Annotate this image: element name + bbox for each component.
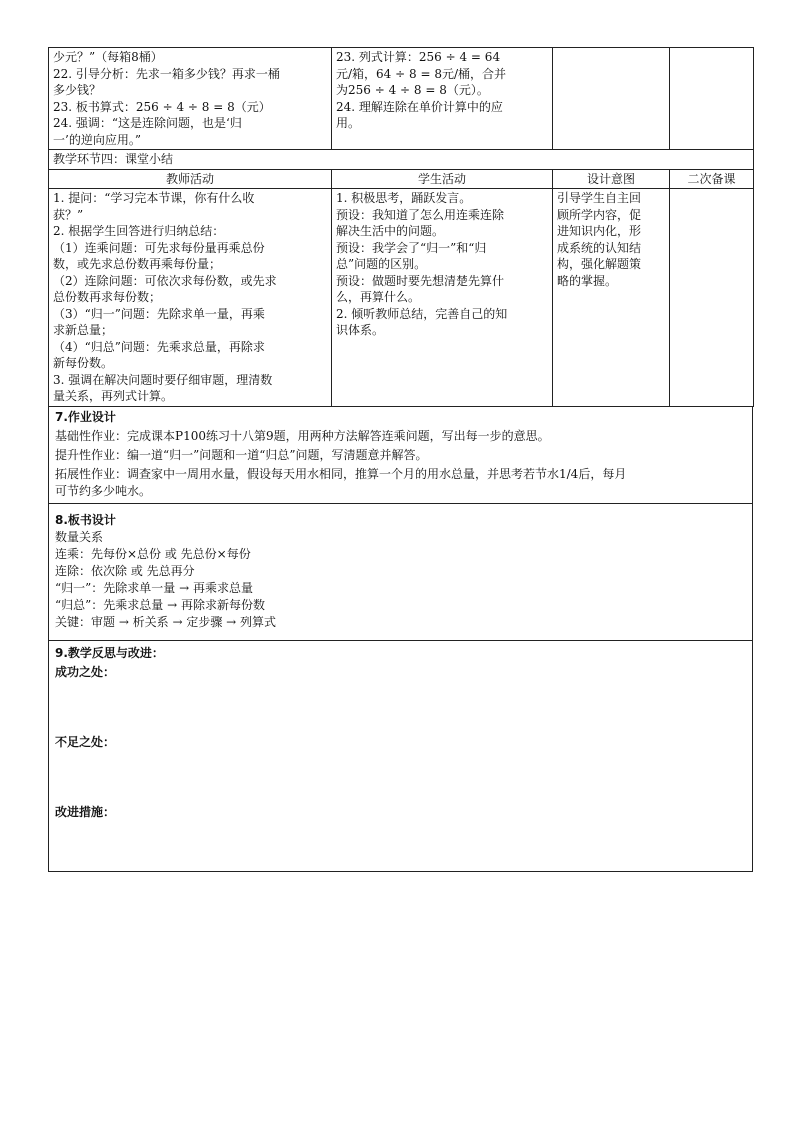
student-activity-cell <box>332 48 553 150</box>
text-line: （3）“归一”问题：先除求单一量，再乘 <box>53 306 265 321</box>
text-line: 引导学生自主回 <box>557 191 642 205</box>
second-prep-cell <box>670 48 754 150</box>
text-line: 预设：我知道了怎么用连乘连除 <box>336 207 505 222</box>
text-line: 进知识内化，形 <box>557 224 642 238</box>
text-line: 顾所学内容，促 <box>557 207 642 222</box>
header-second-prep: 二次备课 <box>670 169 754 189</box>
text-line: 略的掌握。 <box>557 273 618 288</box>
text-line: 22. 引导分析：先求一箱多少钱？再求一桶 <box>53 66 280 81</box>
text-line: （1）连乘问题：可先求每份量再乘总份 <box>53 240 265 255</box>
segment4-title-row <box>49 150 754 170</box>
text-line: 多少钱？ <box>53 83 102 97</box>
board-line: “归总”：先乘求总量 → 再除求新每份数 <box>55 597 265 612</box>
homework-extension-cont: 可节约多少吨水。 <box>55 483 152 498</box>
board-design-section <box>48 504 753 641</box>
header-teacher-activity: 教师活动 <box>49 169 332 189</box>
text-line: 23. 列式计算：256 ÷ 4 = 64 <box>336 50 501 64</box>
text-line: 解决生活中的问题。 <box>336 224 445 238</box>
board-line: “归一”：先除求单一量 → 再乘求总量 <box>55 580 253 595</box>
text-line: 量关系，再列式计算。 <box>53 389 174 403</box>
text-line: （4）“归总”问题：先乘求总量，再除求 <box>53 339 265 354</box>
reflection-improve-label: 改进措施： <box>55 804 116 819</box>
segment4-header-row <box>49 169 754 189</box>
text-line: 数，或先求总份数再乘每份量； <box>53 257 222 271</box>
text-line: 总份数再求每份数； <box>53 290 162 304</box>
text-line: 为256 ÷ 4 ÷ 8 = 8（元）。 <box>336 83 489 97</box>
lesson-table <box>48 47 754 407</box>
continued-activity-row <box>49 48 754 150</box>
homework-section <box>48 407 753 504</box>
homework-title: 7.作业设计 <box>55 409 116 424</box>
segment4-title: 教学环节四：课堂小结 <box>49 150 754 170</box>
text-line: 1. 积极思考，踊跃发言。 <box>336 191 472 205</box>
homework-extension: 拓展性作业：调查家中一周用水量，假设每天用水相同，推算一个月的用水总量，并思考若节水1/4后，每月 <box>55 466 627 481</box>
board-line: 连除：依次除 或 先总再分 <box>55 563 195 578</box>
text-line: 预设：我学会了“归一”和“归 <box>336 240 487 255</box>
reflection-section <box>48 641 753 872</box>
homework-advanced: 提升性作业：编一道“归一”问题和一道“归总”问题，写清题意并解答。 <box>55 447 428 462</box>
board-design-title: 8.板书设计 <box>55 512 116 527</box>
text-line: 用。 <box>336 116 361 130</box>
text-line: 预设：做题时要先想清楚先算什 <box>336 273 505 288</box>
reflection-success-label: 成功之处： <box>55 664 116 679</box>
text-line: 24. 强调：“这是连除问题，也是‘归 <box>53 116 242 130</box>
design-intent-cell <box>553 48 670 150</box>
text-line: 1. 提问：“学习完本节课，你有什么收 <box>53 191 255 205</box>
header-student-activity: 学生活动 <box>332 169 553 189</box>
design-intent-cell <box>553 189 670 407</box>
text-line: 新每份数。 <box>53 356 114 370</box>
text-line: 总”问题的区别。 <box>336 257 427 271</box>
second-prep-cell <box>670 189 754 407</box>
reflection-shortfall-label: 不足之处： <box>55 734 116 749</box>
text-line: 24. 理解连除在单价计算中的应 <box>336 99 503 114</box>
text-line: 成系统的认知结 <box>557 240 642 255</box>
text-line: 3. 强调在解决问题时要仔细审题，理清数 <box>53 372 273 387</box>
text-line: 23. 板书算式：256 ÷ 4 ÷ 8 = 8（元） <box>53 99 271 114</box>
board-line: 数量关系 <box>55 529 104 544</box>
header-design-intent: 设计意图 <box>553 169 670 189</box>
student-activity-cell <box>332 189 553 407</box>
teacher-activity-cell <box>49 48 332 150</box>
teacher-activity-cell <box>49 189 332 407</box>
text-line: 构，强化解题策 <box>557 257 642 271</box>
reflection-title: 9.教学反思与改进： <box>55 645 164 660</box>
text-line: 求新总量； <box>53 323 114 337</box>
text-line: 2. 根据学生回答进行归纳总结： <box>53 224 225 238</box>
text-line: 一’的逆向应用。” <box>53 132 141 147</box>
text-line: （2）连除问题：可依次求每份数，或先求 <box>53 273 277 288</box>
text-line: 2. 倾听教师总结，完善自己的知 <box>336 306 508 321</box>
board-line: 连乘：先每份×总份 或 先总份×每份 <box>55 546 251 561</box>
text-line: 么，再算什么。 <box>336 290 421 304</box>
segment4-content-row <box>49 189 754 407</box>
lesson-plan-page <box>48 47 753 872</box>
board-line: 关键：审题 → 析关系 → 定步骤 → 列算式 <box>55 614 277 629</box>
text-line: 获？” <box>53 207 84 222</box>
text-line: 少元？”（每箱8桶） <box>53 50 163 64</box>
text-line: 识体系。 <box>336 323 385 337</box>
text-line: 元/箱，64 ÷ 8 = 8元/桶，合并 <box>336 66 506 81</box>
homework-basic: 基础性作业：完成课本P100练习十八第9题，用两种方法解答连乘问题，写出每一步的意思。 <box>55 428 550 443</box>
